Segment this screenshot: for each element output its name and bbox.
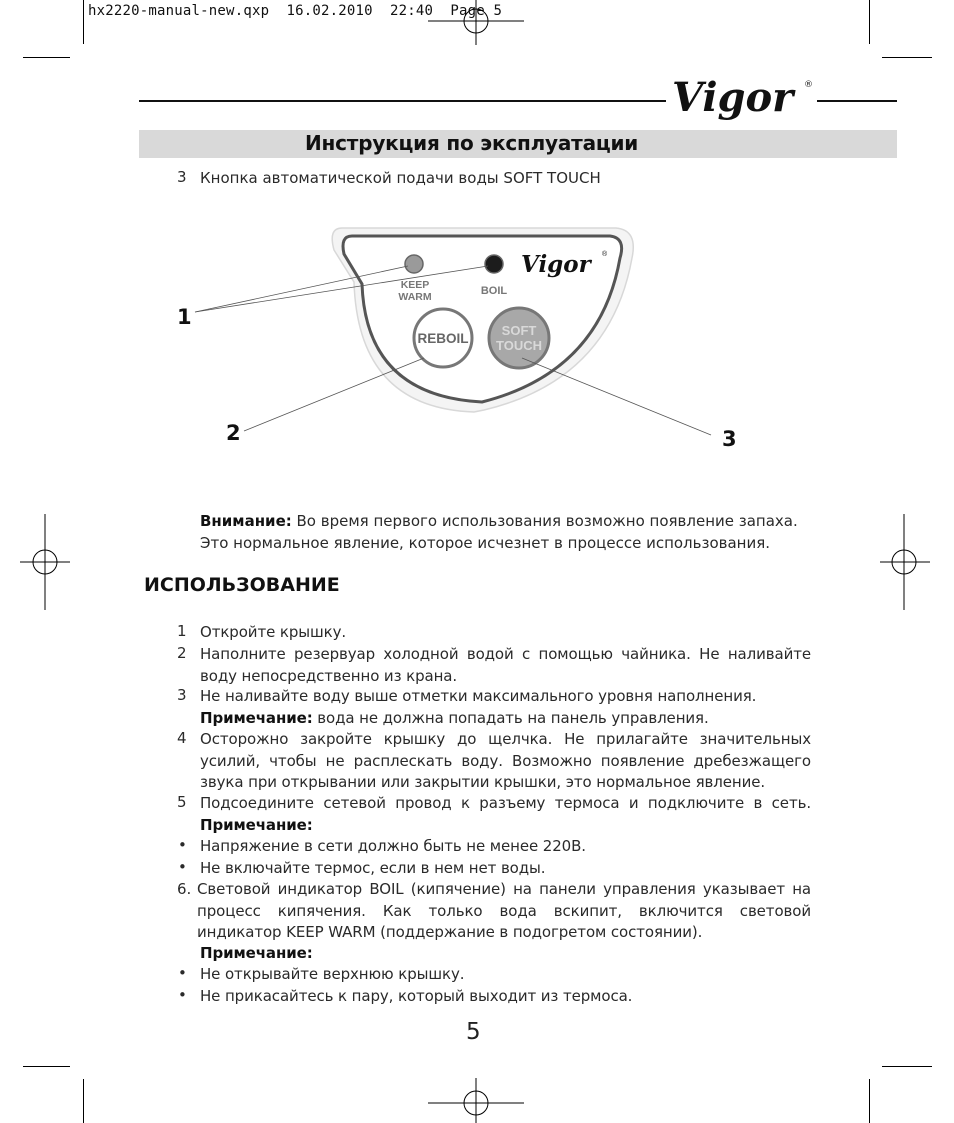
note-block (200, 815, 811, 837)
step-number: 5 (177, 793, 187, 811)
registration-mark-bottom (428, 1078, 528, 1123)
leader-line-3 (522, 358, 711, 435)
bullet-icon: • (178, 858, 187, 876)
registration-mark-top (428, 0, 528, 45)
item-number: 3 (177, 168, 187, 186)
crop-mark (23, 57, 70, 58)
item-text: Кнопка автоматической подачи воды SOFT TOUCH (200, 169, 601, 187)
keep-label-line2: WARM (398, 291, 432, 303)
attention-line2: Это нормальное явление, которое исчезнет в процессе использования. (200, 533, 771, 552)
crop-mark (869, 1079, 870, 1123)
bullet-text: Не прикасайтесь к пару, который выходит из термоса. (200, 987, 633, 1005)
step-text: Осторожно закройте крышку до щелчка. Не прилагайте значительных усилий, чтобы не расплескать воду. Возможно появление дребезжащего звука при открывании или закрытии крышки, это нормальное явление. (200, 730, 811, 792)
section-title: Инструкция по эксплуатации (305, 131, 639, 155)
step-text (200, 793, 811, 815)
step-6-text: Световой индикатор BOIL (кипячение) на панели управления указывает на процесс кипячения. Как только вода вскипит, включится световой индикатор KEEP WARM (поддержание в подогретом состоянии). (197, 880, 811, 942)
step-5-text: Подсоедините сетевой провод к разъему термоса и подключите в сеть. (200, 794, 811, 812)
step-text (200, 686, 811, 729)
crop-mark (869, 0, 870, 44)
soft-label: SOFT (501, 323, 537, 338)
keep-warm-led (405, 255, 423, 273)
page-number: 5 (466, 1019, 481, 1045)
attention-line1: Во время первого использования возможно появление запаха. (291, 512, 798, 530)
attention-label: Внимание: (200, 512, 292, 530)
note-block (200, 943, 811, 965)
attention-note (200, 511, 840, 554)
control-panel-illustration (170, 220, 770, 460)
brand-logo: Vigor (672, 74, 794, 121)
boil-label: BOIL (480, 285, 508, 297)
reboil-label: REBOIL (417, 331, 469, 346)
header-rule-left (139, 100, 666, 102)
step-text: Наполните резервуар холодной водой с помощью чайника. Не наливайте воду непосредственно из крана. (200, 645, 811, 685)
callout-2: 2 (226, 421, 241, 445)
touch-label: TOUCH (496, 338, 542, 353)
slug-line: hx2220-manual-new.qxp 16.02.2010 22:40 Page 5 (88, 3, 503, 19)
usage-heading: ИСПОЛЬЗОВАНИЕ (144, 574, 340, 596)
note-label: Примечание: (200, 816, 313, 834)
bullet-text: Не включайте термос, если в нем нет воды. (200, 859, 546, 877)
step-number: 3 (177, 686, 187, 704)
registration-mark-left (20, 514, 70, 612)
bullet-text: Напряжение в сети должно быть не менее 220В. (200, 837, 586, 855)
panel-registered-mark: ® (602, 251, 608, 258)
section-title-bar (139, 130, 897, 158)
crop-mark (882, 1066, 932, 1067)
crop-mark (882, 57, 932, 58)
panel-logo: Vigor (521, 251, 591, 278)
step-text (197, 879, 811, 944)
registration-mark-right (880, 514, 930, 612)
callout-3: 3 (722, 427, 737, 451)
bullet-text: Не открывайте верхнюю крышку. (200, 965, 465, 983)
note-label: Примечание: (200, 708, 313, 727)
crop-mark (83, 1079, 84, 1123)
bullet-icon: • (178, 964, 187, 982)
boil-led (485, 255, 503, 273)
callout-1: 1 (177, 305, 192, 329)
step-number: 1 (177, 622, 187, 640)
leader-line-2 (244, 358, 424, 431)
step-3-text: Не наливайте воду выше отметки максимального уровня наполнения. (200, 687, 757, 705)
bullet-icon: • (178, 986, 187, 1004)
crop-mark (83, 0, 84, 44)
crop-mark (23, 1066, 70, 1067)
note-label: Примечание: (200, 944, 313, 962)
step-number: 2 (177, 644, 187, 662)
note-text: вода не должна попадать на панель управления. (312, 708, 709, 727)
keep-label-line1: KEEP (400, 279, 430, 291)
header-rule-right (817, 100, 897, 102)
step-number: 6. (177, 880, 192, 898)
bullet-icon: • (178, 836, 187, 854)
step-text: Откройте крышку. (200, 623, 347, 641)
step-number: 4 (177, 729, 187, 747)
registered-mark: ® (804, 80, 813, 90)
